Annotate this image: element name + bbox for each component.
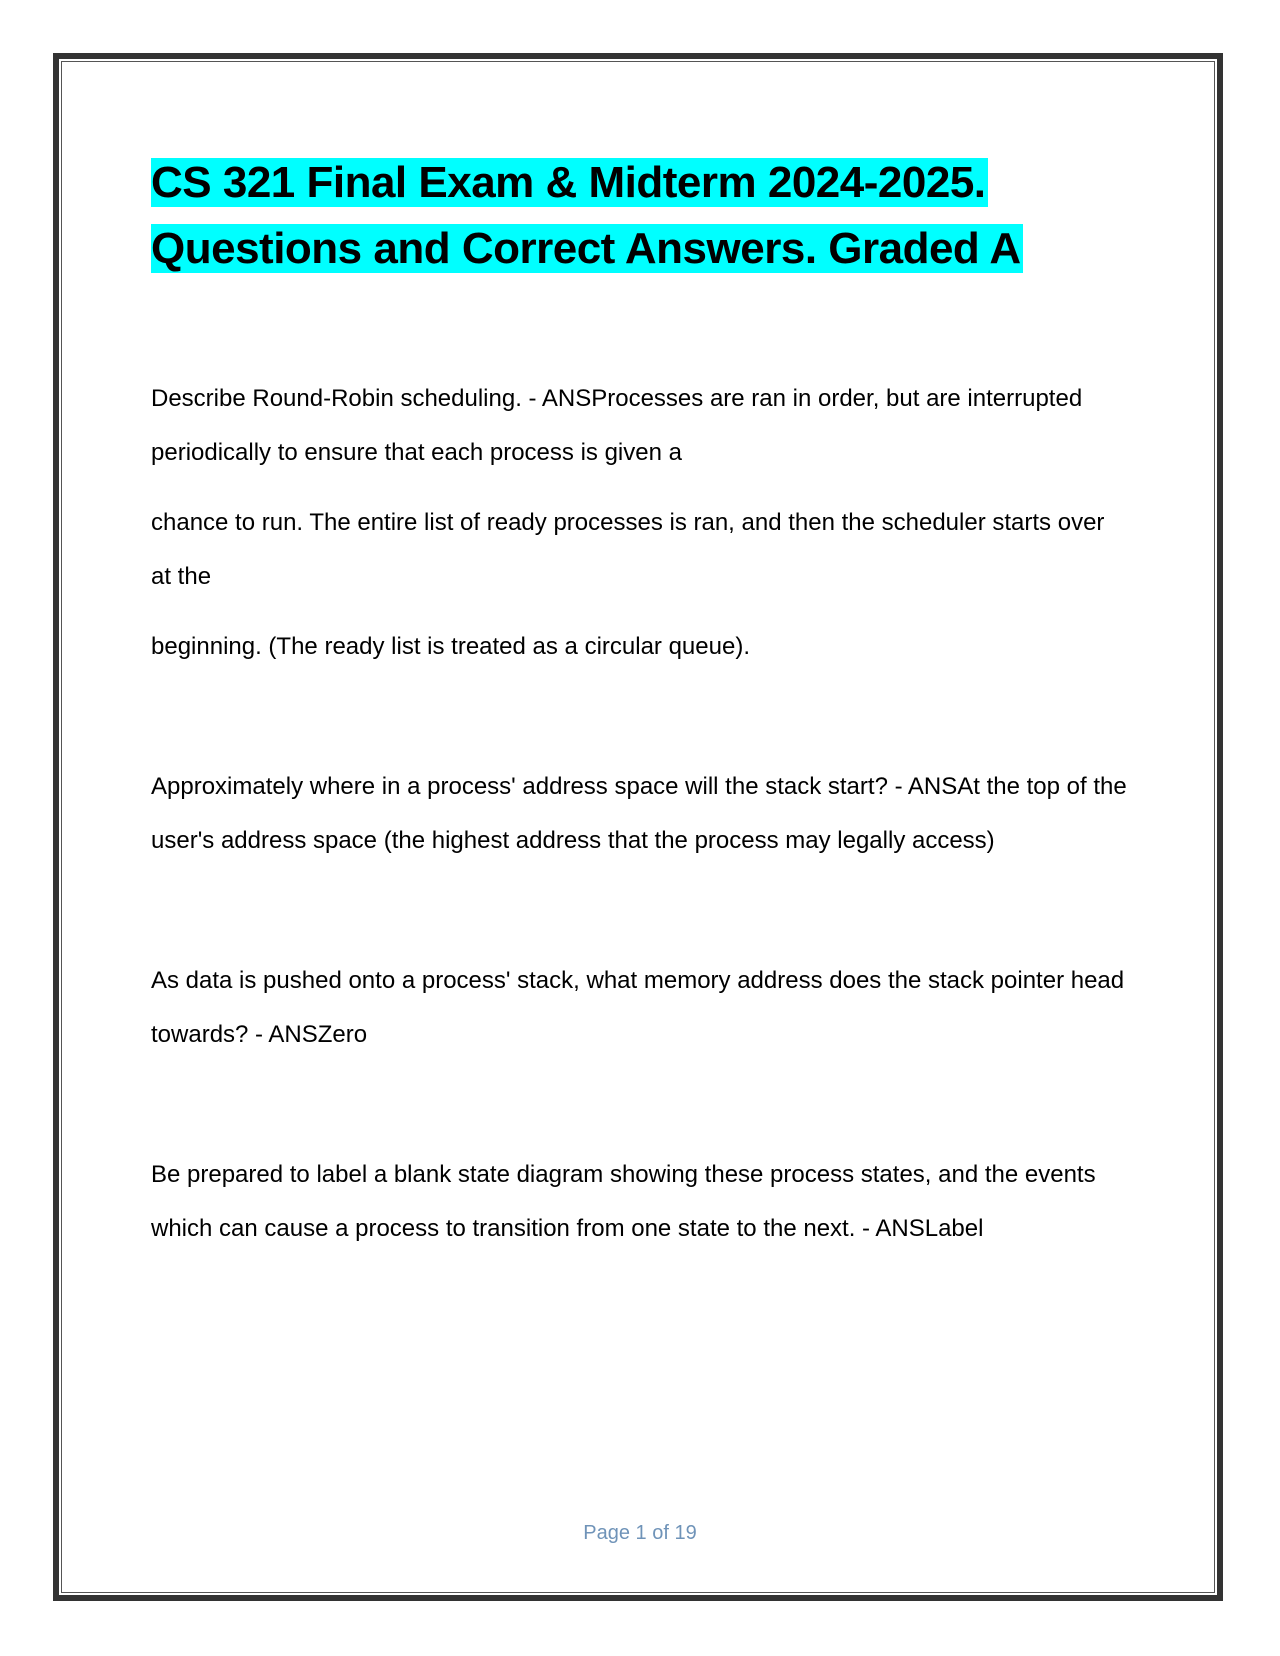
qa-item-stack-start: [151, 760, 1131, 868]
title-line-2-text: Questions and Correct Answers. Graded A: [151, 224, 1021, 273]
title-line-2: [151, 216, 1131, 282]
qa-paragraph: chance to run. The entire list of ready processes is ran, and then the scheduler starts over at the: [151, 509, 1105, 590]
qa-paragraph: Describe Round-Robin scheduling. - ANSProcesses are ran in order, but are interrupted periodically to ensure that each process is given a: [151, 385, 1083, 466]
page-number-footer: Page 1 of 19: [583, 1522, 697, 1544]
qa-paragraph: beginning. (The ready list is treated as a circular queue).: [151, 633, 750, 660]
qa-item-state-diagram: [151, 1148, 1131, 1256]
qa-paragraph: As data is pushed onto a process' stack, what memory address does the stack pointer head towards? - ANSZero: [151, 967, 1125, 1048]
qa-item-round-robin: [151, 372, 1131, 674]
document-title: [151, 150, 1131, 282]
title-line-1-text: CS 321 Final Exam & Midterm 2024-2025.: [151, 158, 986, 207]
qa-list: [151, 372, 1131, 1256]
title-line-1: [151, 150, 1131, 216]
document-body: [151, 150, 1131, 1342]
qa-item-stack-pointer: [151, 954, 1131, 1062]
qa-paragraph: Be prepared to label a blank state diagram showing these process states, and the events which can cause a process to transition from one state to the next. - ANSLabel: [151, 1161, 1096, 1242]
qa-paragraph: Approximately where in a process' address space will the stack start? - ANSAt the top of the user's address space (the highest address that the process may legally access): [151, 773, 1127, 854]
